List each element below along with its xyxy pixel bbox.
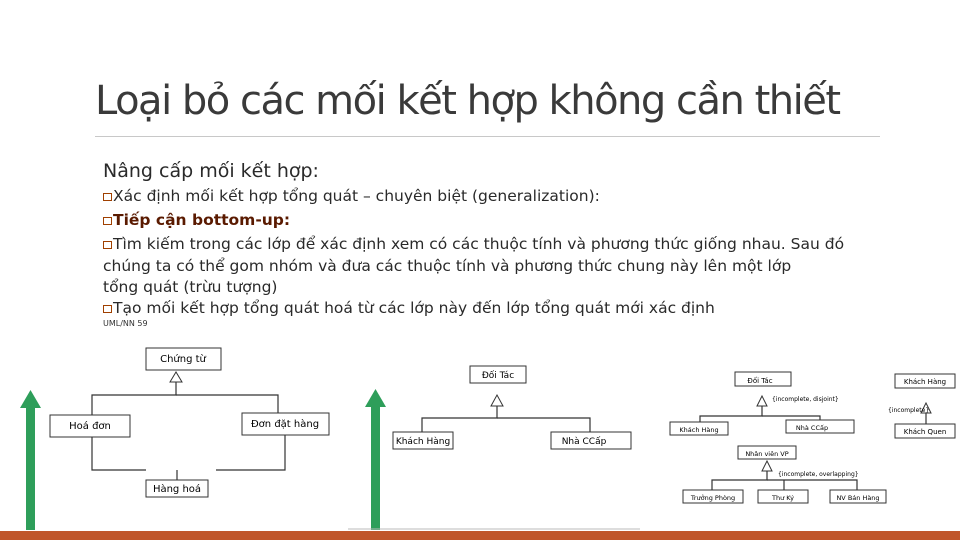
class-label: Đơn đặt hàng [250, 419, 320, 430]
generalization-triangle-icon [757, 396, 767, 406]
class-label: Nhà CCấp [561, 437, 607, 447]
bullet-text: Tìm kiếm trong các lớp để xác định xem có các thuộc tính và phương thức giống nhau. Sau đó [113, 235, 845, 253]
class-label: Thư Ký [772, 494, 794, 502]
class-label: Đối Tác [747, 377, 773, 385]
class-label: Đối Tác [481, 371, 515, 381]
bullet-text: Xác định mối kết hợp tổng quát – chuyên biệt (generalization): [113, 187, 600, 205]
bullet-text: Tiếp cận bottom-up: [113, 211, 291, 229]
bullet-text: Tạo mối kết hợp tổng quát hoá từ các lớp này đến lớp tổng quát mới xác định [113, 299, 715, 317]
bottom-accent-bar [0, 531, 960, 540]
generalization-triangle-icon [762, 461, 772, 471]
footnote: UML/NN 59 [103, 319, 148, 328]
diagram-customer [888, 374, 955, 438]
bullet-continuation-1: chúng ta có thể gom nhóm và đưa các thuộc tính và phương thức chung này lên một lớp [103, 257, 792, 275]
class-label: Khách Quen [903, 428, 947, 436]
class-label: Trưởng Phòng [690, 494, 736, 502]
diagram-partner [393, 366, 631, 449]
diagram-invoice-order [50, 348, 329, 497]
class-label: Hoá đơn [69, 421, 111, 432]
subheading: Nâng cấp mối kết hợp: [103, 160, 319, 182]
slide-title: Loại bỏ các mối kết hợp không cần thiết [95, 78, 840, 124]
class-label: Khách Hàng [395, 437, 451, 447]
class-label: NV Bán Hàng [836, 494, 880, 502]
up-arrow-icon [365, 389, 386, 530]
generalization-triangle-icon [491, 395, 503, 406]
class-label: Hàng hoá [152, 484, 202, 495]
constraint-label: {incomplete, overlapping} [778, 471, 859, 478]
class-label: Khách Hàng [903, 378, 947, 386]
bullet-continuation-2: tổng quát (trừu tượng) [103, 278, 278, 296]
class-label: Chứng từ [160, 354, 206, 365]
class-label: Nhân viên VP [745, 450, 789, 458]
constraint-label: {incomplete, disjoint} [772, 396, 839, 403]
diagram-partner-employee [670, 372, 886, 503]
generalization-triangle-icon [170, 372, 182, 382]
constraint-label: {incomplete} [888, 407, 930, 414]
class-label: Nhà CCấp [795, 424, 829, 432]
up-arrow-icon [20, 390, 41, 530]
class-label: Khách Hàng [679, 426, 719, 434]
